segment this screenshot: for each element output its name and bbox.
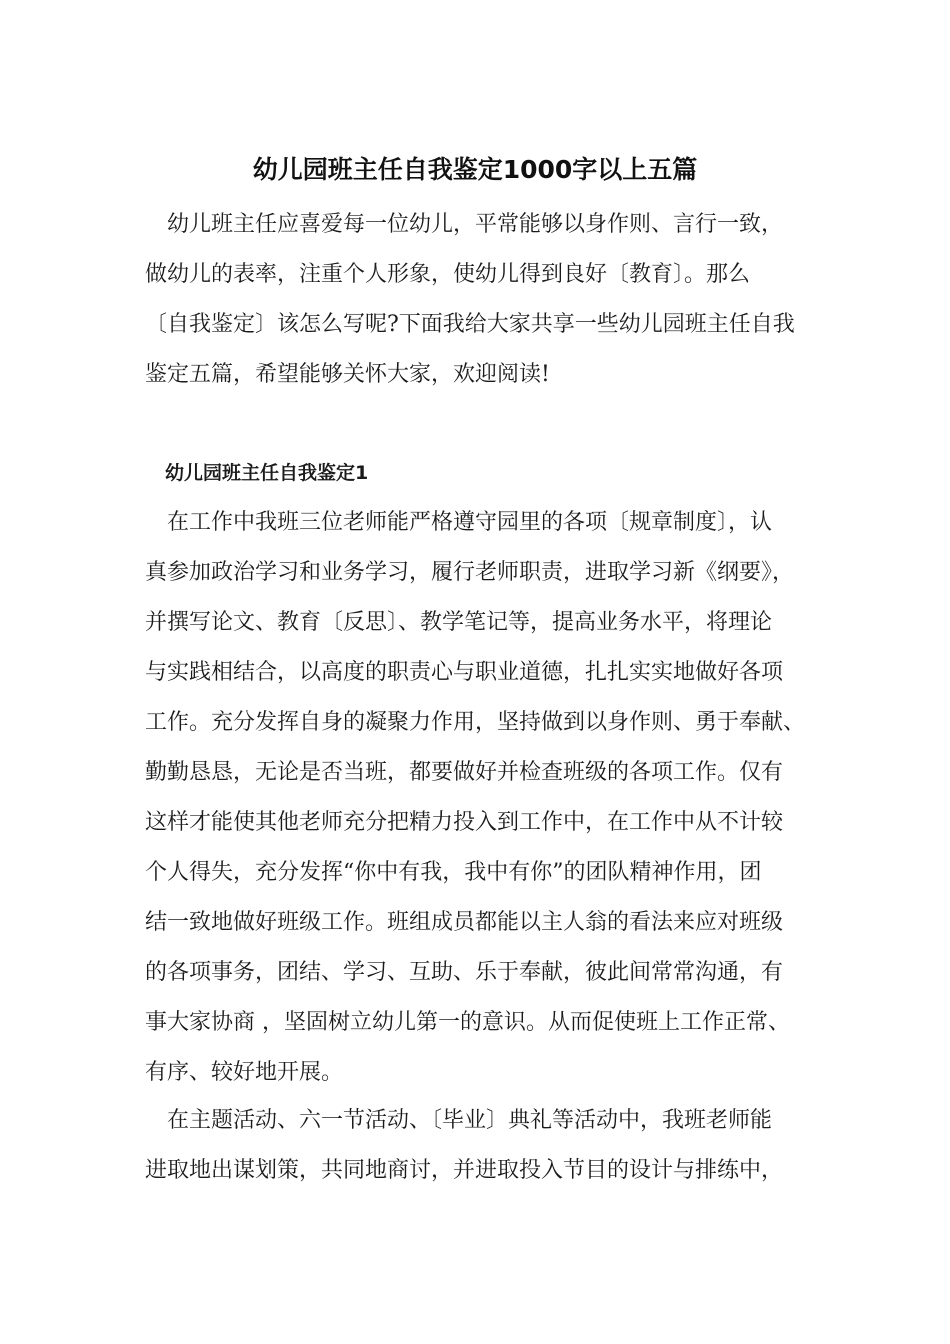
paragraph-line: 的各项事务，团结、学习、互助、乐于奉献，彼此间常常沟通，有: [145, 960, 784, 985]
section-heading: 幼儿园班主任自我鉴定1: [165, 462, 369, 484]
paragraph-line: 进取地出谋划策，共同地商讨，并进取投入节目的设计与排练中，: [145, 1158, 784, 1183]
intro-line: 幼儿班主任应喜爱每一位幼儿，平常能够以身作则、言行一致，: [167, 212, 784, 237]
paragraph-line: 并撰写论文、教育〔反思〕、教学笔记等，提高业务水平，将理论: [145, 610, 773, 635]
paragraph-line: 工作。充分发挥自身的凝聚力作用，坚持做到以身作则、勇于奉献、: [145, 710, 806, 735]
intro-paragraph: [145, 200, 825, 400]
document-title: 幼儿园班主任自我鉴定1000字以上五篇: [252, 155, 698, 184]
paragraph-line: 勤勤恳恳，无论是否当班，都要做好并检查班级的各项工作。仅有: [145, 760, 784, 785]
paragraph-line: 结一致地做好班级工作。班组成员都能以主人翁的看法来应对班级: [145, 910, 784, 935]
paragraph-line: 个人得失，充分发挥“你中有我，我中有你”的团队精神作用，团: [145, 860, 762, 885]
body-paragraph-2: [145, 1096, 825, 1196]
body-paragraph-1: [145, 498, 825, 1098]
intro-line: 做幼儿的表率，注重个人形象，使幼儿得到良好〔教育〕。那么: [145, 262, 751, 287]
paragraph-line: 这样才能使其他老师充分把精力投入到工作中，在工作中从不计较: [145, 810, 784, 835]
intro-line: 鉴定五篇，希望能够关怀大家，欢迎阅读!: [145, 362, 550, 387]
paragraph-line: 事大家协商 ，坚固树立幼儿第一的意识。从而促使班上工作正常、: [145, 1010, 790, 1035]
paragraph-line: 与实践相结合，以高度的职责心与职业道德，扎扎实实地做好各项: [145, 660, 784, 685]
paragraph-line: 有序、较好地开展。: [145, 1060, 344, 1085]
paragraph-line: 在主题活动、六一节活动、〔毕业〕典礼等活动中，我班老师能: [167, 1108, 773, 1133]
paragraph-line: 在工作中我班三位老师能严格遵守园里的各项〔规章制度〕，认: [167, 510, 773, 535]
paragraph-line: 真参加政治学习和业务学习，履行老师职责，进取学习新《纲要》，: [145, 560, 795, 585]
intro-line: 〔自我鉴定〕该怎么写呢?下面我给大家共享一些幼儿园班主任自我: [145, 312, 795, 337]
